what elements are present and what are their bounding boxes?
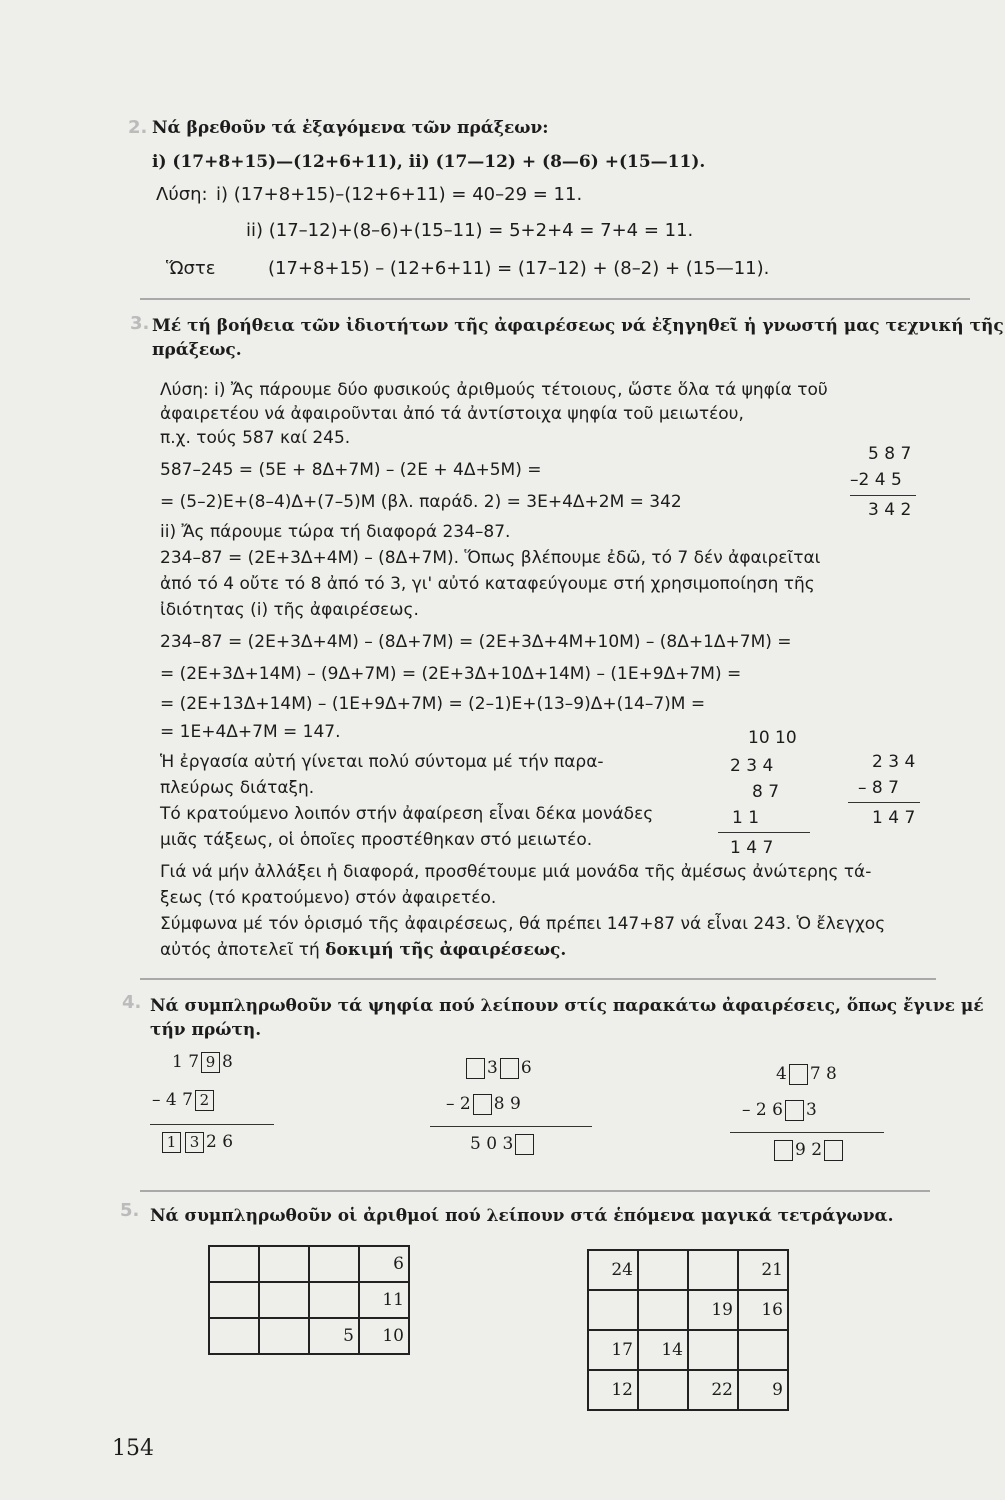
cell: 19 bbox=[688, 1290, 738, 1330]
cell: 10 bbox=[359, 1318, 409, 1354]
digit-box-empty[interactable] bbox=[774, 1140, 793, 1161]
text-line: = (2Ε+13Δ+14Μ) – (1Ε+9Δ+7Μ) = (2–1)Ε+(13–9)Δ+(14–7)Μ = bbox=[160, 694, 706, 714]
digits: 7 8 bbox=[809, 1064, 837, 1084]
digits: – 4 7 bbox=[152, 1090, 193, 1110]
page-number: 154 bbox=[112, 1436, 154, 1461]
table-row bbox=[588, 1250, 788, 1290]
cell: 24 bbox=[588, 1250, 638, 1290]
cell[interactable] bbox=[588, 1290, 638, 1330]
cell: 12 bbox=[588, 1370, 638, 1410]
cell[interactable] bbox=[209, 1282, 259, 1318]
column-subtraction-result: 1 4 7 bbox=[872, 808, 916, 828]
problem-3-subtrahend bbox=[742, 1100, 817, 1121]
column-subtraction-minuend: 2 3 4 bbox=[872, 752, 916, 772]
digits: 3 bbox=[487, 1058, 498, 1078]
cell[interactable] bbox=[209, 1318, 259, 1354]
digits: 5 0 3 bbox=[470, 1134, 514, 1154]
text-line: Τό κρατούμενο λοιπόν στήν ἀφαίρεση εἶναι δέκα μονάδες bbox=[160, 804, 654, 824]
digit-box-empty[interactable] bbox=[824, 1140, 843, 1161]
digit-box-empty[interactable] bbox=[785, 1100, 804, 1121]
table-row bbox=[588, 1290, 788, 1330]
divider bbox=[140, 1190, 930, 1192]
exercise-4-number: 4. bbox=[122, 992, 142, 1013]
cell: 22 bbox=[688, 1370, 738, 1410]
cell: 11 bbox=[359, 1282, 409, 1318]
exercise-2-expression: i) (17+8+15)—(12+6+11), ii) (17—12) + (8—6) +(15—11). bbox=[152, 152, 706, 172]
cell: 6 bbox=[359, 1246, 409, 1282]
problem-2-subtrahend bbox=[446, 1094, 521, 1115]
table-row bbox=[209, 1318, 409, 1354]
problem-1-minuend bbox=[172, 1052, 233, 1073]
table-row bbox=[588, 1330, 788, 1370]
problem-2-minuend bbox=[464, 1058, 532, 1079]
text-line: = (2Ε+3Δ+14Μ) – (9Δ+7Μ) = (2Ε+3Δ+10Δ+14Μ) – (1Ε+9Δ+7Μ) = bbox=[160, 664, 742, 684]
table-row bbox=[209, 1246, 409, 1282]
cell[interactable] bbox=[209, 1246, 259, 1282]
cell[interactable] bbox=[259, 1246, 309, 1282]
text-line bbox=[160, 940, 566, 960]
table-row bbox=[209, 1282, 409, 1318]
problem-2-result bbox=[470, 1134, 536, 1155]
text-line: 587–245 = (5Ε + 8Δ+7Μ) – (2Ε + 4Δ+5Μ) = bbox=[160, 460, 542, 480]
cell: 21 bbox=[738, 1250, 788, 1290]
cell[interactable] bbox=[638, 1290, 688, 1330]
cell: 5 bbox=[309, 1318, 359, 1354]
cell: 17 bbox=[588, 1330, 638, 1370]
text-line: Σύμφωνα μέ τόν ὁρισμό τῆς ἀφαιρέσεως, θά πρέπει 147+87 νά εἶναι 243. Ὁ ἔλεγχος bbox=[160, 914, 886, 934]
table-row bbox=[588, 1370, 788, 1410]
cell: 16 bbox=[738, 1290, 788, 1330]
digits: 2 6 bbox=[206, 1132, 234, 1152]
digits: 8 9 bbox=[493, 1094, 521, 1114]
problem-3-line bbox=[730, 1132, 884, 1133]
text-line: Ἡ ἐργασία αὐτή γίνεται πολύ σύντομα μέ τήν παρα- bbox=[160, 752, 604, 772]
digits: 6 bbox=[520, 1058, 532, 1078]
carry-result: 1 4 7 bbox=[730, 838, 774, 858]
exercise-5-number: 5. bbox=[120, 1200, 140, 1221]
column-subtraction-line bbox=[850, 495, 916, 496]
text-line: μιᾶς τάξεως, οἱ ὁποῖες προστέθηκαν στό μειωτέο. bbox=[160, 830, 593, 850]
digit-box-empty[interactable] bbox=[473, 1094, 492, 1115]
exercise-3-title-cont: πράξεως. bbox=[152, 340, 242, 360]
text-line: = 1Ε+4Δ+7Μ = 147. bbox=[160, 722, 341, 742]
digit-box-empty[interactable] bbox=[789, 1064, 808, 1085]
text-line: π.χ. τούς 587 καί 245. bbox=[160, 428, 351, 448]
cell[interactable] bbox=[309, 1282, 359, 1318]
exercise-3-number: 3. bbox=[130, 313, 150, 334]
cell[interactable] bbox=[259, 1282, 309, 1318]
exercise-4-title: Νά συμπληρωθοῦν τά ψηφία πού λείπουν στίς παρακάτω ἀφαιρέσεις, ὅπως ἔγινε μέ bbox=[150, 996, 984, 1016]
column-subtraction-subtrahend: – 8 7 bbox=[858, 778, 899, 798]
divider bbox=[140, 978, 936, 980]
digit-box: 1 bbox=[162, 1132, 181, 1153]
digits: 3 bbox=[805, 1100, 817, 1120]
digits: 4 bbox=[776, 1064, 787, 1084]
emphasis-text: δοκιμή τῆς ἀφαιρέσεως. bbox=[325, 940, 567, 960]
text-line: 234–87 = (2Ε+3Δ+4Μ) – (8Δ+7Μ). Ὅπως βλέπουμε ἐδῶ, τό 7 δέν ἀφαιρεῖται bbox=[160, 548, 821, 568]
digits: 1 7 bbox=[172, 1052, 200, 1072]
cell[interactable] bbox=[259, 1318, 309, 1354]
magic-square-1 bbox=[208, 1245, 410, 1355]
exercise-2-number: 2. bbox=[128, 117, 148, 138]
digits: 8 bbox=[222, 1052, 233, 1072]
magic-square-2 bbox=[587, 1249, 789, 1411]
text-line: ἀπό τό 4 οὔτε τό 8 ἀπό τό 3, γι' αὐτό καταφεύγουμε στή χρησιμοποίηση τῆς bbox=[160, 574, 815, 594]
carry-tens: 10 10 bbox=[748, 728, 797, 748]
exercise-3-title: Μέ τή βοήθεια τῶν ἰδιοτήτων τῆς ἀφαιρέσεως νά ἐξηγηθεῖ ἡ γνωστή μας τεχνική τῆς bbox=[152, 316, 1004, 336]
carry-minuend: 2 3 4 bbox=[730, 756, 774, 776]
divider bbox=[140, 298, 970, 300]
column-subtraction-result: 3 4 2 bbox=[868, 500, 912, 520]
text-line: ἀφαιρετέου νά ἀφαιροῦνται ἀπό τά ἀντίστοιχα ψηφία τοῦ μειωτέου, bbox=[160, 404, 744, 424]
cell[interactable] bbox=[738, 1330, 788, 1370]
digits: 9 2 bbox=[795, 1140, 823, 1160]
digit-box: 9 bbox=[201, 1052, 220, 1073]
column-subtraction-line bbox=[848, 802, 920, 803]
exercise-2-hence-label: Ὥστε bbox=[166, 258, 216, 279]
text-line: 234–87 = (2Ε+3Δ+4Μ) – (8Δ+7Μ) = (2Ε+3Δ+4Μ+10Μ) – (8Δ+1Δ+7Μ) = bbox=[160, 632, 792, 652]
digits: – 2 bbox=[446, 1094, 471, 1114]
digit-box: 2 bbox=[195, 1090, 214, 1111]
text-line: Λύση: i) Ἄς πάρουμε δύο φυσικούς ἀριθμούς τέτοιους, ὥστε ὅλα τά ψηφία τοῦ bbox=[160, 380, 828, 400]
text-line: Γιά νά μήν ἀλλάξει ἡ διαφορά, προσθέτουμε μιά μονάδα τῆς ἀμέσως ἀνώτερης τά- bbox=[160, 862, 872, 882]
digits: – 2 6 bbox=[742, 1100, 783, 1120]
exercise-5-title: Νά συμπληρωθοῦν οἱ ἀριθμοί πού λείπουν στά ἑπόμενα μαγικά τετράγωνα. bbox=[150, 1206, 894, 1226]
text-line: ἰδιότητας (i) τῆς ἀφαιρέσεως. bbox=[160, 600, 419, 620]
problem-3-minuend bbox=[776, 1064, 837, 1085]
problem-1-result bbox=[160, 1132, 233, 1153]
exercise-2-solution-i: i) (17+8+15)–(12+6+11) = 40–29 = 11. bbox=[216, 184, 583, 205]
cell[interactable] bbox=[309, 1246, 359, 1282]
cell[interactable] bbox=[638, 1250, 688, 1290]
problem-3-result bbox=[772, 1140, 845, 1161]
problem-1-line bbox=[150, 1124, 274, 1125]
cell[interactable] bbox=[688, 1250, 738, 1290]
cell[interactable] bbox=[688, 1330, 738, 1370]
text-line: ii) Ἄς πάρουμε τώρα τή διαφορά 234–87. bbox=[160, 522, 511, 542]
problem-2-line bbox=[430, 1126, 592, 1127]
digit-box-empty[interactable] bbox=[515, 1134, 534, 1155]
text-line: = (5–2)Ε+(8–4)Δ+(7–5)Μ (βλ. παράδ. 2) = 3Ε+4Δ+2Μ = 342 bbox=[160, 492, 682, 512]
digit-box-empty[interactable] bbox=[500, 1058, 519, 1079]
exercise-4-title-cont: τήν πρώτη. bbox=[150, 1020, 262, 1040]
column-subtraction-minuend: 5 8 7 bbox=[868, 444, 912, 464]
cell: 14 bbox=[638, 1330, 688, 1370]
problem-1-subtrahend bbox=[152, 1090, 216, 1111]
carry-line bbox=[718, 832, 810, 833]
text-line: ξεως (τό κρατούμενο) στόν ἀφαιρετέο. bbox=[160, 888, 497, 908]
cell: 9 bbox=[738, 1370, 788, 1410]
carry-subtrahend: 8 7 bbox=[752, 782, 780, 802]
text-line: πλεύρως διάταξη. bbox=[160, 778, 315, 798]
digit-box: 3 bbox=[185, 1132, 204, 1153]
exercise-2-solution-label: Λύση: bbox=[156, 184, 208, 205]
exercise-2-hence: (17+8+15) – (12+6+11) = (17–12) + (8–2) + (15—11). bbox=[268, 258, 770, 279]
digit-box-empty[interactable] bbox=[466, 1058, 485, 1079]
column-subtraction-subtrahend: –2 4 5 bbox=[850, 470, 902, 490]
cell[interactable] bbox=[638, 1370, 688, 1410]
text-span: αὐτός ἀποτελεῖ τή bbox=[160, 940, 320, 960]
carry-ones: 1 1 bbox=[732, 808, 760, 828]
exercise-2-solution-ii: ii) (17–12)+(8–6)+(15–11) = 5+2+4 = 7+4 = 11. bbox=[246, 220, 694, 241]
exercise-2-title: Νά βρεθοῦν τά ἐξαγόμενα τῶν πράξεων: bbox=[152, 118, 549, 138]
